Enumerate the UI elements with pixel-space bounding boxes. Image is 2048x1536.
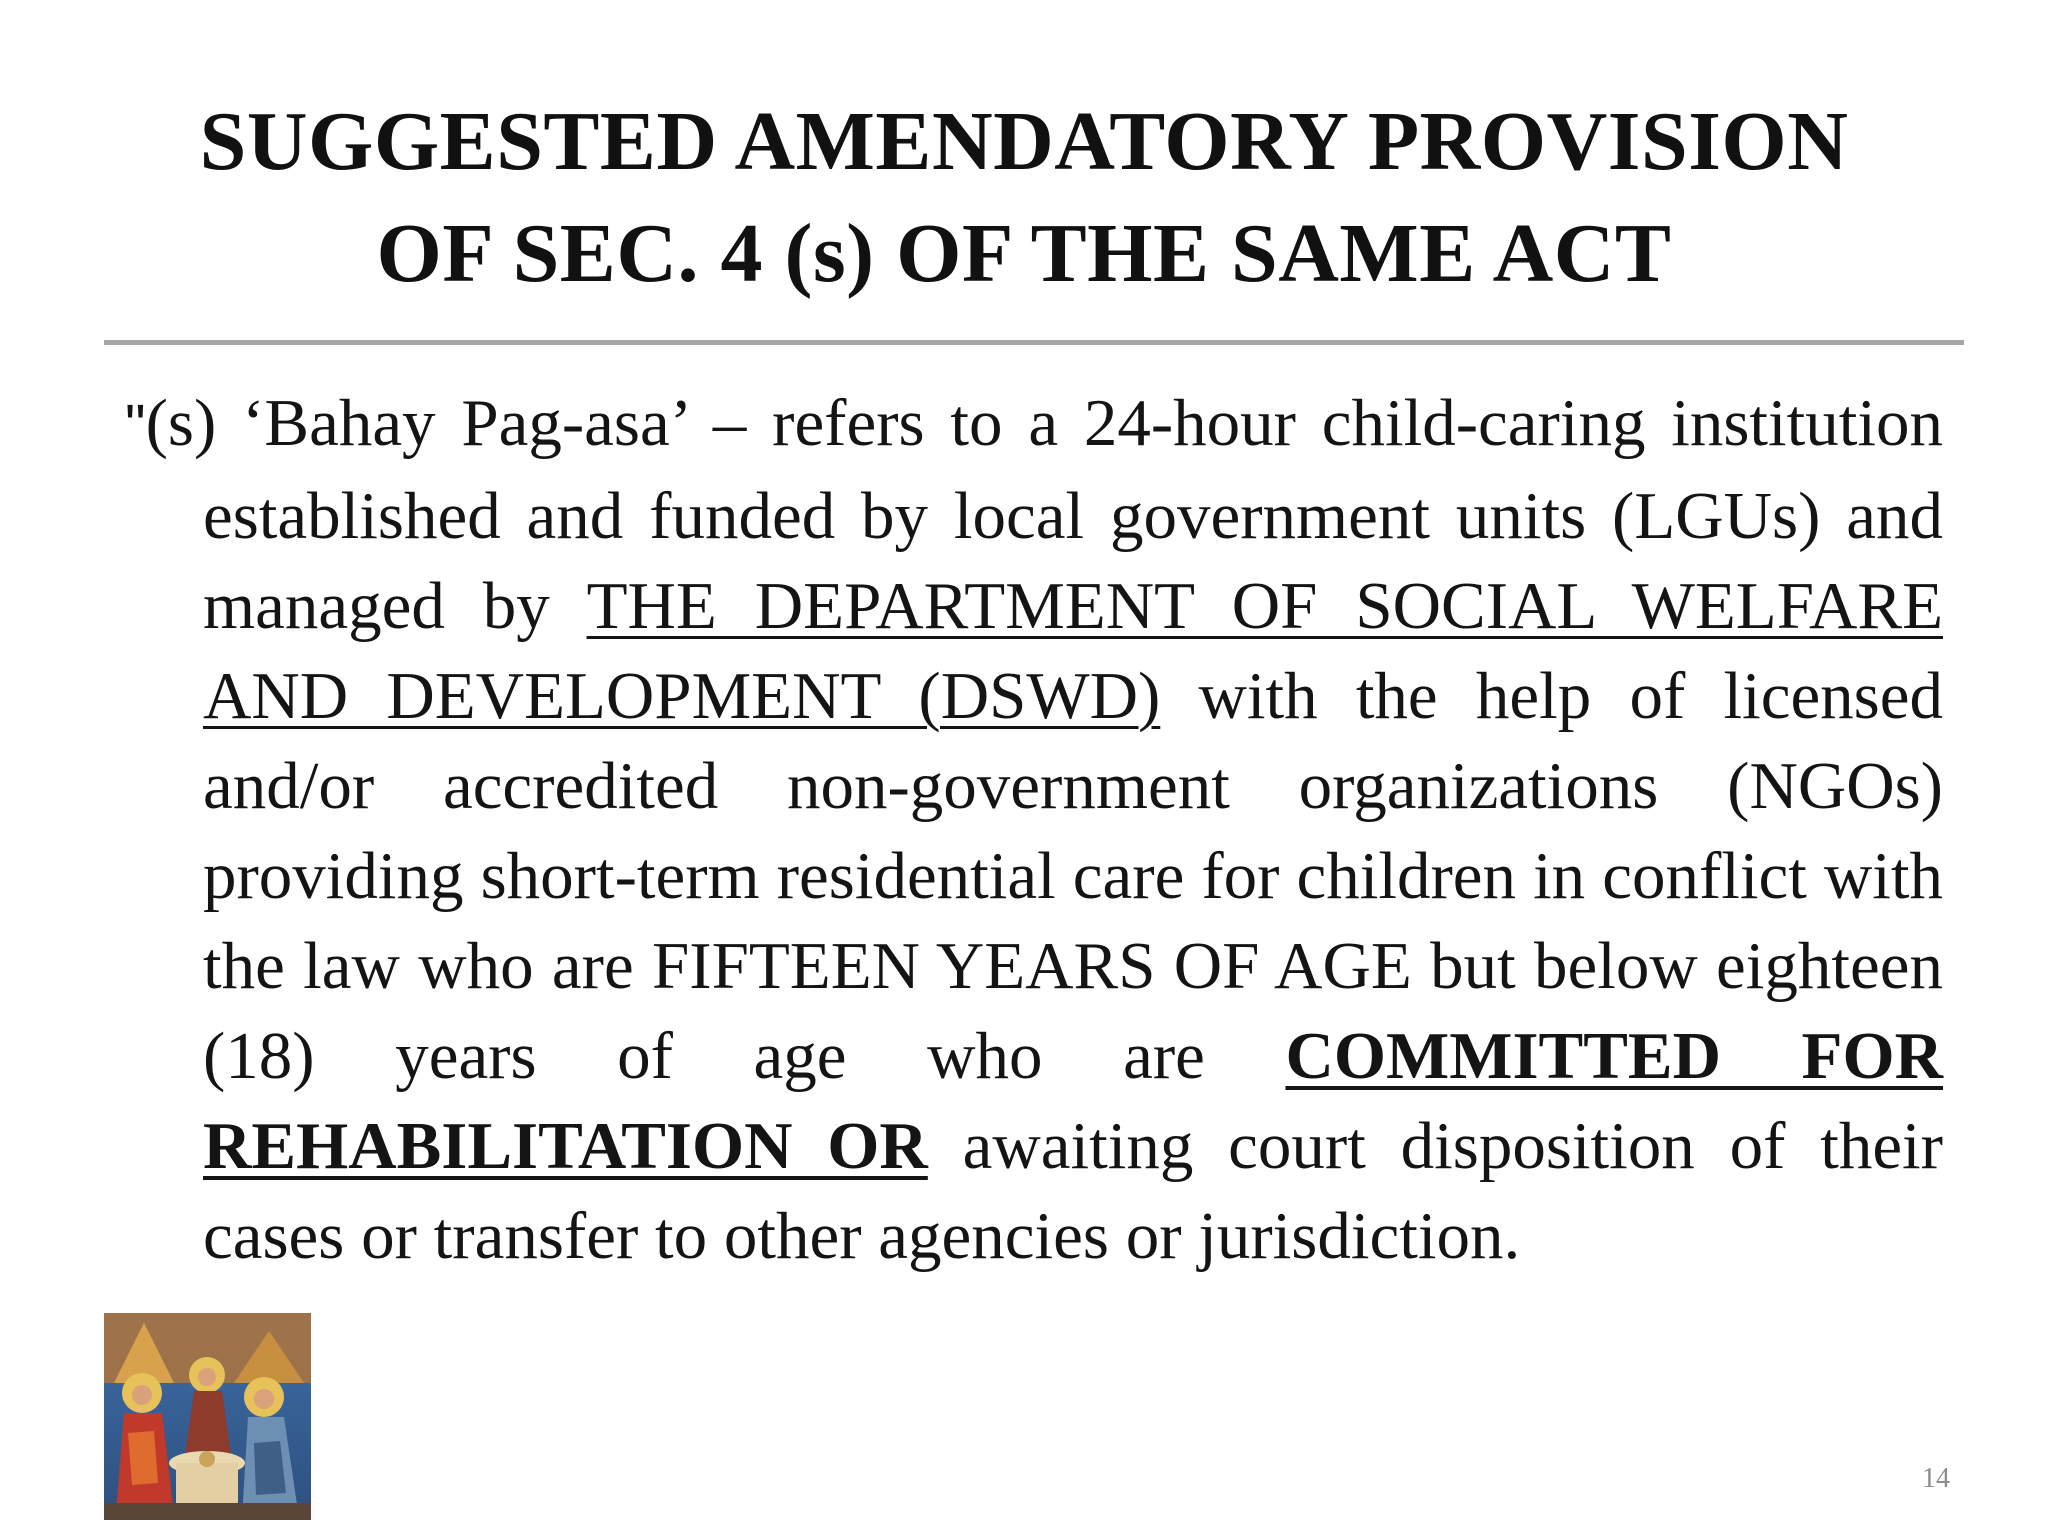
- provision-text-part-1: (s) ‘Bahay Pag-asa’ – refers to a 24-hour child-caring institution established and funded by local government units (LGUs) and managed by: [145, 386, 1943, 643]
- title-divider: [104, 340, 1964, 345]
- slide-title-line-1: SUGGESTED AMENDATORY PROVISION: [199, 95, 1849, 188]
- provision-text-part-3: awaiting court disposition of their cases or transfer to other agencies or jurisdiction.: [203, 1109, 1943, 1273]
- religious-icon-painting-icon: [104, 1313, 311, 1520]
- opening-quote: ": [125, 393, 146, 458]
- slide-title: [60, 86, 1988, 310]
- provision-text-committed: COMMITTED FOR REHABILITATION OR: [203, 1019, 1943, 1183]
- slide-title-line-2: OF SEC. 4 (s) OF THE SAME ACT: [376, 207, 1672, 300]
- provision-text-part-2: with the help of licensed and/or accredited non-government organizations (NGOs) providing short-term residential care for children in conflict with the law who are FIFTEEN YEARS OF AGE but below eighteen (18) years of age who are: [203, 659, 1943, 1093]
- provision-text: [125, 378, 1944, 1281]
- provision-text-dswd: THE DEPARTMENT OF SOCIAL WELFARE AND DEVELOPMENT (DSWD): [203, 569, 1944, 733]
- page-number: 14: [1922, 1463, 1950, 1494]
